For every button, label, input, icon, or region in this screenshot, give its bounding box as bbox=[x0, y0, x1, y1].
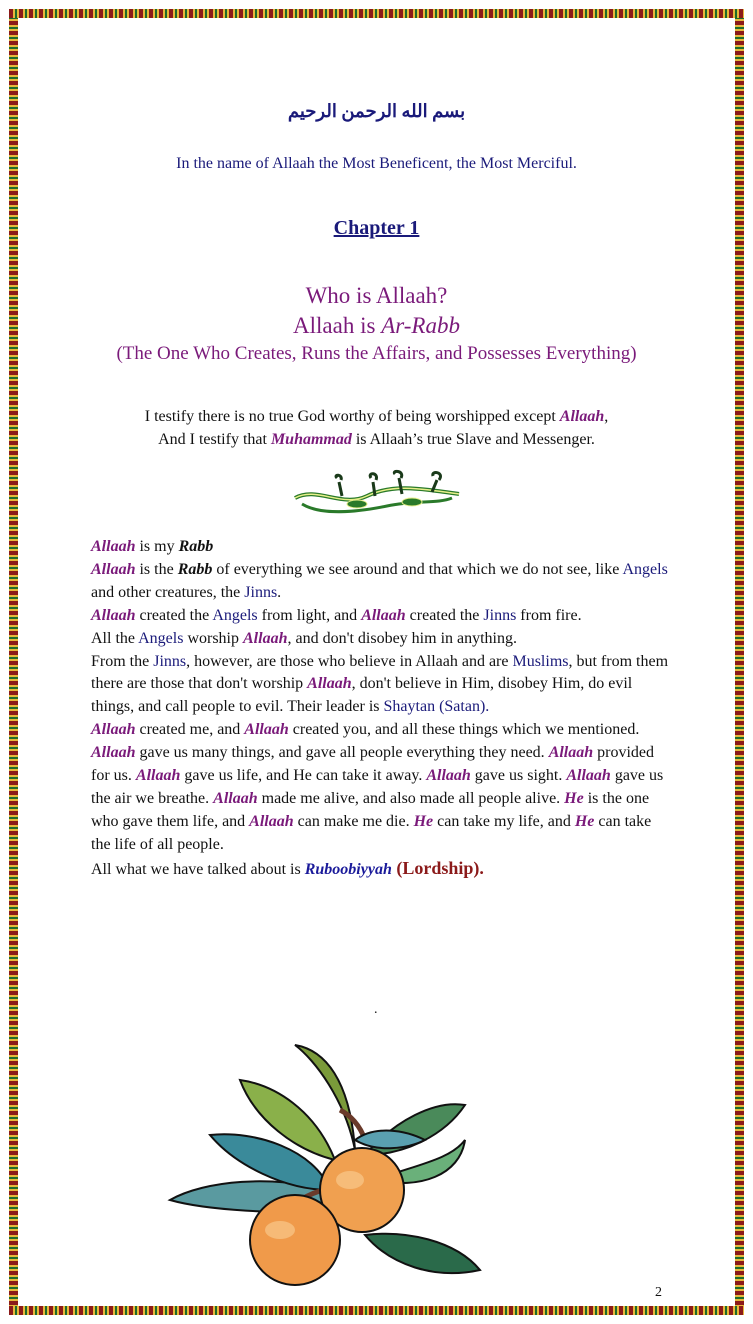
body-text bbox=[91, 536, 671, 882]
title-line-1: Who is Allaah? bbox=[305, 283, 448, 308]
paragraph-7: Allaah gave us many things, and gave all people everything they need. Allaah provided for us. Allaah gave us life, and He can take it away. Allaah gave us sight. Allaah gave us the air we breathe. Allaah made me alive, and also made all people alive. He is the one who gave them life, and Allaah can make me die. He can take my life, and He can take the life of all people. bbox=[91, 744, 664, 853]
title-line-2: Allaah is Ar-Rabb bbox=[293, 313, 460, 338]
arabic-basmala: بسم الله الرحمن الرحيم bbox=[287, 101, 466, 121]
shahada-line-2: And I testify that Muhammad is Allaah’s true Slave and Messenger. bbox=[158, 431, 595, 448]
ar-rabb-term: Ar-Rabb bbox=[381, 313, 460, 338]
chapter-heading: Chapter 1 bbox=[333, 217, 420, 239]
paragraph-6: Allaah created me, and Allaah created you, and all these things which we mentioned. bbox=[91, 721, 640, 739]
stray-dot: . bbox=[374, 1002, 378, 1017]
shahada-line-1: I testify there is no true God worthy of being worshipped except Allaah, bbox=[144, 408, 609, 425]
fruit-illustration-icon bbox=[165, 1040, 485, 1295]
page-number: 2 bbox=[655, 1285, 662, 1300]
title-line-3: (The One Who Creates, Runs the Affairs, and Possesses Everything) bbox=[116, 343, 637, 364]
paragraph-2: Allaah is the Rabb of everything we see around and that which we do not see, like Angels and other creatures, the Jinns. bbox=[91, 560, 668, 601]
paragraph-8: All what we have talked about is Ruboobiyyah (Lordship). bbox=[91, 857, 484, 878]
paragraph-3: Allaah created the Angels from light, and Allaah created the Jinns from fire. bbox=[91, 606, 582, 624]
paragraph-4: All the Angels worship Allaah, and don't disobey him in anything. bbox=[91, 629, 517, 647]
paragraph-5: From the Jinns, however, are those who believe in Allaah and are Muslims, but from them there are those that don't worship Allaah, don't believe in Him, disobey Him, do evil things, and call people to evil. Their leader is Shaytan (Satan). bbox=[91, 652, 669, 716]
basmala-english: In the name of Allaah the Most Beneficent, the Most Merciful. bbox=[176, 155, 577, 172]
paragraph-1: Allaah is my Rabb bbox=[91, 538, 214, 555]
ornament-divider-icon bbox=[0, 468, 753, 523]
